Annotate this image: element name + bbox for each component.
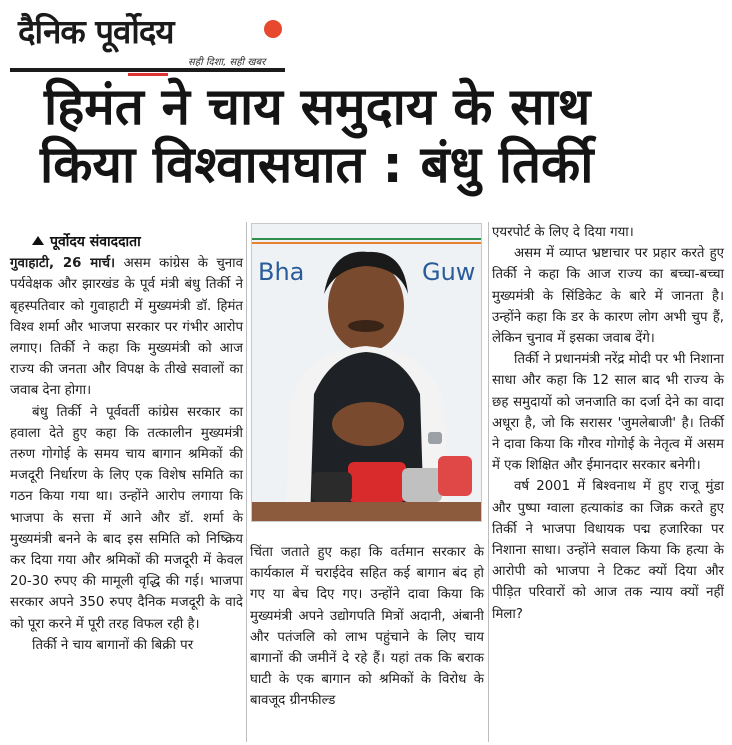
paragraph: चिंता जताते हुए कहा कि वर्तमान सरकार के कार्यकाल में चराईदेव सहित कई बागान बंद हो गए या बेच दिए गए। उन्होंने दावा किया कि मुख्यमंत्री अपने उद्योगपति मित्रों अदानी, अंबानी और पतंजलि को लाभ पहुंचाने के लिए चाय बागानों की जमीनें दे रहे हैं। यहां तक कि बराक घाटी के एक बागान को श्रमिकों के विरोध के बावजूद ग्रीनफील्ड [250,545,484,709]
article-column-1 [10,232,243,656]
banner-text-right: Guw [422,258,476,286]
paragraph: असम में व्याप्त भ्रष्टाचार पर प्रहार करते हुए तिर्की ने कहा कि आज राज्य का बच्चा-बच्चा मुख्यमंत्री के सिंडिकेट के बारे में जानता है। उन्होंने कहा कि डर के कारण लोग अभी चुप हैं, लेकिन चुनाव में इसका जवाब देंगे। [492,246,724,347]
paragraph-text: असम कांग्रेस के चुनाव पर्यवेक्षक और झारखंड के पूर्व मंत्री बंधु तिर्की ने बृहस्पतिवार को गुवाहाटी में मुख्यमंत्री डॉ. हिमंत विश्व शर्मा और भाजपा सरकार पर गंभीर आरोप लगाए। तिर्की ने कहा कि मुख्यमंत्री को आज राज्य की जनता और विपक्ष के तीखे सवालों का जवाब देना होगा। [10,256,244,399]
masthead-rule [10,68,285,72]
masthead-title: दैनिक पूर्वोदय [18,12,174,51]
masthead [10,6,285,72]
masthead-tagline: सही दिशा, सही खबर [188,57,266,68]
dateline: गुवाहाटी, 26 मार्च। [10,256,116,272]
paragraph [10,253,243,401]
masthead-logo-dot [264,20,282,38]
article-column-2 [250,542,484,712]
photo-illustration [252,224,481,521]
column-divider [488,222,489,742]
paragraph: बंधु तिर्की ने पूर्ववर्ती कांग्रेस सरकार का हवाला देते हुए कहा कि तत्कालीन मुख्यमंत्री तरुण गोगोई के समय चाय बागान श्रमिकों की मजदूरी निर्धारण के लिए एक विशेष समिति का गठन किया गया था। उन्होंने आरोप लगाया कि भाजपा के सत्ता में आने और डॉ. शर्मा के मुख्यमंत्री बनने के बाद इस समिति को निष्क्रिय कर दिया गया और श्रमिकों की मजदूरी में केवल 20-30 रुपए की मामूली वृद्धि की गई। भाजपा सरकार अपने 350 रुपए दैनिक मजदूरी के वादे को पूरा करने में पूरी तरह विफल रही है। [10,404,243,632]
column-divider [246,222,247,742]
article-column-3 [492,222,724,625]
paragraph: तिर्की ने चाय बागानों की बिक्री पर [32,637,194,653]
byline-arrow-icon [32,236,44,245]
article-photo [251,223,482,522]
headline-line-1: हिमंत ने चाय समुदाय के साथ [44,78,591,137]
masthead-accent-rule [128,73,168,76]
paragraph: वर्ष 2001 में बिश्वनाथ में हुए राजू मुंडा और पुष्पा ग्वाला हत्याकांड का जिक्र करते हुए तिर्की ने भाजपा विधायक पद्म हजारिका पर निशाना साधा। उन्होंने सवाल किया कि हत्या के आरोपी को भाजपा ने टिकट क्यों दिया और पीड़ित परिवारों को आज तक न्याय क्यों नहीं मिला? [492,479,724,622]
banner-text-left: Bha [258,258,305,286]
paragraph: तिर्की ने प्रधानमंत्री नरेंद्र मोदी पर भी निशाना साधा और कहा कि 12 साल बाद भी राज्य के छह समुदायों को जनजाति का दर्जा देने का वादा अधूरा है, जो कि सरासर 'जुमलेबाजी' है। तिर्की ने दावा किया कि गौरव गोगोई के नेतृत्व में असम में एक शिक्षित और ईमानदार सरकार बनेगी। [492,352,724,474]
paragraph: एयरपोर्ट के लिए दे दिया गया। [492,225,634,240]
headline-line-2: किया विश्वासघात : बंधु तिर्की [40,136,594,195]
byline: पूर्वोदय संवाददाता [50,234,141,250]
